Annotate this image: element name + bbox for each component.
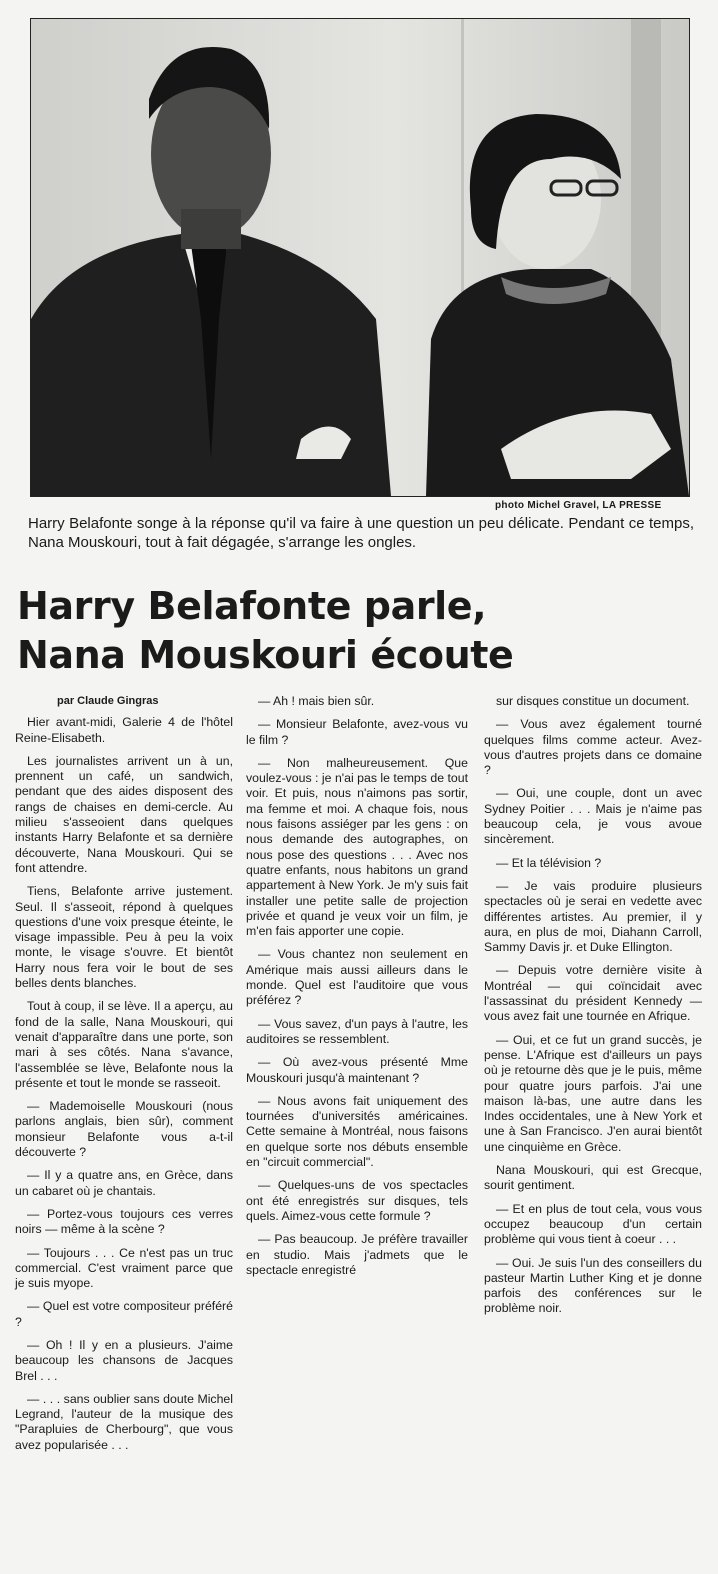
paragraph: — . . . sans oublier sans doute Michel Legrand, l'auteur de la musique des "Parapluies de Cherbourg", que vous avez popularisée . . . bbox=[15, 1391, 233, 1452]
paragraph: — Depuis votre dernière visite à Montréal — qui coïncidait avec l'assassinat du président Kennedy — vous avez fait une tournée en Afrique. bbox=[484, 963, 702, 1024]
paragraph: — Nous avons fait uniquement des tournées d'universités américaines. Cette semaine à Montréal, nous faisons en quelque sorte nos débuts ensemble en "circuit commercial". bbox=[246, 1093, 468, 1170]
paragraph: Les journalistes arrivent un à un, prennent un café, un sandwich, pendant que des aides disposent des rangs de chaises en demi-cercle. Au milieu s'asseoient dans quelques instants Harry Belafonte et sa dernière découverte, Nana Mouskouri. Qui se font attendre. bbox=[15, 753, 233, 875]
paragraph: — Mademoiselle Mouskouri (nous parlons anglais, bien sûr), comment monsieur Belafonte vous a-t-il découverte ? bbox=[15, 1099, 233, 1160]
paragraph: Hier avant-midi, Galerie 4 de l'hôtel Reine-Elisabeth. bbox=[15, 715, 233, 745]
paragraph: — Ah ! mais bien sûr. bbox=[258, 694, 375, 708]
paragraph: — Il y a quatre ans, en Grèce, dans un cabaret où je chantais. bbox=[15, 1168, 233, 1198]
paragraph: — Quelques-uns de vos spectacles ont été enregistrés sur disques, tels quels. Aimez-vous cette formule ? bbox=[246, 1178, 468, 1223]
paragraph: — Oui, une couple, dont un avec Sydney Poitier . . . Mais je n'aime pas beaucoup cela, je vous avoue sincèrement. bbox=[484, 786, 702, 847]
paragraph: — Je vais produire plusieurs spectacles où je serai en vedette avec différentes artistes. Au premier, il y aura, en plus de moi, Diahann Carroll, Sammy Davis jr. et Duke Ellington. bbox=[484, 878, 702, 955]
paragraph: — Toujours . . . Ce n'est pas un truc commercial. C'est vraiment parce que je suis myope. bbox=[15, 1245, 233, 1291]
photo-image bbox=[31, 19, 689, 496]
paragraph: — Vous chantez non seulement en Amérique mais aussi ailleurs dans le monde. Quel est l'auditoire que vous préférez ? bbox=[246, 947, 468, 1008]
paragraph: — Et la télévision ? bbox=[496, 855, 602, 870]
news-photo bbox=[30, 18, 690, 497]
paragraph: Tout à coup, il se lève. Il a aperçu, au fond de la salle, Nana Mouskouri, qui venait d'apparaître dans une porte, son mari à ses côtés. Nana s'avance, l'assemblée se lève, Belafonte nous la présente et tout le monde se rasseoit. bbox=[15, 999, 233, 1090]
paragraph: — Vous avez également tourné quelques films comme acteur. Avez-vous d'autres projets dans ce domaine ? bbox=[484, 717, 702, 778]
paragraph: — Quel est votre compositeur préféré ? bbox=[15, 1299, 233, 1329]
paragraph: — Non malheureusement. Que voulez-vous : je n'ai pas le temps de tout voir. Et puis, nous n'aimons pas sortir, ma femme et moi. A chaque fois, nous nous faisons assiéger par les gens : on nous demande des autographes, on nous pose des questions . . . Avec nos quatre enfants, nous habitons un grand appartement à New York. Je m'y suis fait installer une petite salle de projection privée et quand je veux voir un film, je m'en fais apporter une copie. bbox=[246, 755, 468, 939]
paragraph: — Où avez-vous présenté Mme Mouskouri jusqu'à maintenant ? bbox=[246, 1055, 468, 1085]
paragraph: Nana Mouskouri, qui est Grecque, sourit gentiment. bbox=[484, 1163, 702, 1193]
paragraph: sur disques constitue un document. bbox=[496, 694, 690, 708]
headline-line-1: Harry Belafonte parle, bbox=[17, 584, 487, 628]
paragraph: — Vous savez, d'un pays à l'autre, les auditoires se ressemblent. bbox=[246, 1016, 468, 1046]
paragraph: — Portez-vous toujours ces verres noirs — même à la scène ? bbox=[15, 1206, 233, 1237]
paragraph: Tiens, Belafonte arrive justement. Seul. Il s'asseoit, répond à quelques questions d'une voix presque éteinte, le visage impassible. Peu à peu la voix monte, le visage s'ouvre. Et bientôt Harry nous fera voir le bout de ses belles dents blanches. bbox=[15, 884, 233, 991]
article-column-1 bbox=[15, 694, 233, 1461]
paragraph: — Oh ! Il y en a plusieurs. J'aime beaucoup les chansons de Jacques Brel . . . bbox=[15, 1337, 233, 1383]
paragraph: — Pas beaucoup. Je préfère travailler en studio. Mais j'admets que le spectacle enregistré bbox=[246, 1232, 468, 1277]
paragraph: — Monsieur Belafonte, avez-vous vu le film ? bbox=[246, 717, 468, 747]
article-column-3 bbox=[484, 694, 702, 1325]
headline bbox=[17, 582, 697, 680]
byline: par Claude Gingras bbox=[57, 695, 159, 707]
paragraph: — Oui, et ce fut un grand succès, je pense. L'Afrique est d'ailleurs un pays où je retourne dès que je le puis, même pour quatre jours parfois. J'ai une maison là-bas, une autre dans les Indes occidentales, une à New York et une à San Francisco. J'en aurai bientôt une cinquième en Grèce. bbox=[484, 1032, 702, 1154]
headline-line-2: Nana Mouskouri écoute bbox=[17, 633, 514, 677]
article-column-2 bbox=[246, 694, 468, 1286]
paragraph: — Oui. Je suis l'un des conseillers du pasteur Martin Luther King et je donne parfois des conférences sur le problème noir. bbox=[484, 1255, 702, 1316]
photo-caption: Harry Belafonte songe à la réponse qu'il va faire à une question un peu délicate. Pendant ce temps, Nana Mouskouri, tout à fait dégagée, s'arrange les ongles. bbox=[28, 515, 694, 551]
paragraph: — Et en plus de tout cela, vous vous occupez beaucoup d'un certain problème qui vous tient à coeur . . . bbox=[484, 1201, 702, 1247]
photo-credit: photo Michel Gravel, LA PRESSE bbox=[495, 500, 662, 511]
